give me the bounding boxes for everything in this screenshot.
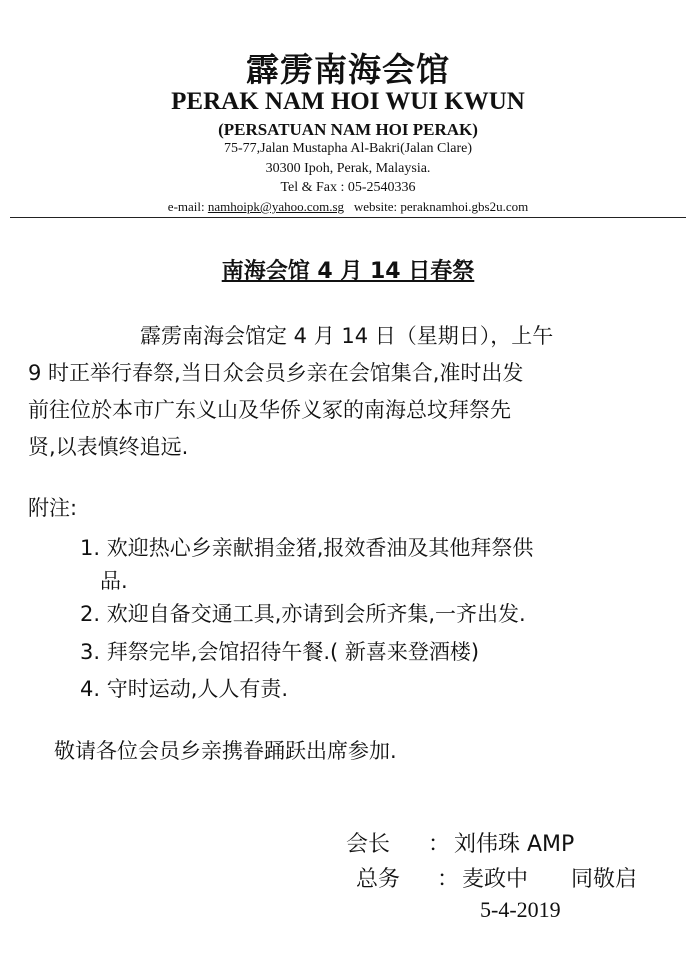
paragraph-line-3: 前往位於本市广东义山及华侨义冢的南海总坟拜祭先 bbox=[28, 398, 511, 422]
president-label: 会长 bbox=[346, 832, 391, 857]
president-name: 刘伟珠 AMP bbox=[454, 832, 575, 857]
header-divider bbox=[10, 217, 686, 218]
address-line-1: 75-77,Jalan Mustapha Al-Bakri(Jalan Clare) bbox=[223, 141, 473, 156]
email-label: e-mail: bbox=[167, 199, 205, 214]
note-item-1: 1. 欢迎热心乡亲献捐金猪,报效香油及其他拜祭供 bbox=[80, 536, 534, 560]
website-label: website: bbox=[353, 199, 398, 214]
document-title: 南海会馆 4 月 14 日春祭 bbox=[221, 259, 475, 284]
joint-signoff: 同敬启 bbox=[571, 867, 638, 892]
president-colon: ： bbox=[428, 832, 451, 857]
notes-label: 附注: bbox=[28, 496, 78, 520]
paragraph-line-2: 9 时正举行春祭,当日众会员乡亲在会馆集合,准时出发 bbox=[28, 361, 524, 385]
note-item-4: 4. 守时运动,人人有责. bbox=[80, 677, 289, 701]
secretary-colon: ： bbox=[437, 867, 460, 892]
organization-name-chinese: 霹雳南海会馆 bbox=[246, 50, 450, 89]
tel-fax: Tel & Fax : 05-2540336 bbox=[280, 180, 416, 195]
note-item-1-continued: 品. bbox=[100, 569, 128, 593]
secretary-name: 麦政中 bbox=[462, 867, 529, 892]
organization-name-english: PERAK NAM HOI WUI KWUN bbox=[171, 88, 525, 115]
paragraph-line-4: 贤,以表慎终追远. bbox=[28, 435, 189, 459]
document-date: 5-4-2019 bbox=[480, 897, 561, 922]
address-line-2: 30300 Ipoh, Perak, Malaysia. bbox=[265, 161, 431, 176]
contact-line bbox=[0, 199, 696, 215]
website-link[interactable]: peraknamhoi.gbs2u.com bbox=[400, 199, 529, 214]
paragraph-line-1: 霹雳南海会馆定 4 月 14 日（星期日），上午 bbox=[140, 324, 554, 348]
organization-name-malay: (PERSATUAN NAM HOI PERAK) bbox=[218, 120, 478, 139]
note-item-2: 2. 欢迎自备交通工具,亦请到会所齐集,一齐出发. bbox=[80, 602, 526, 626]
secretary-label: 总务 bbox=[356, 867, 401, 892]
closing-invitation: 敬请各位会员乡亲携眷踊跃出席参加. bbox=[54, 739, 397, 763]
note-item-3: 3. 拜祭完毕,会馆招待午餐.( 新喜来登酒楼) bbox=[80, 640, 480, 664]
email-link[interactable]: namhoipk@yahoo.com.sg bbox=[207, 199, 345, 214]
